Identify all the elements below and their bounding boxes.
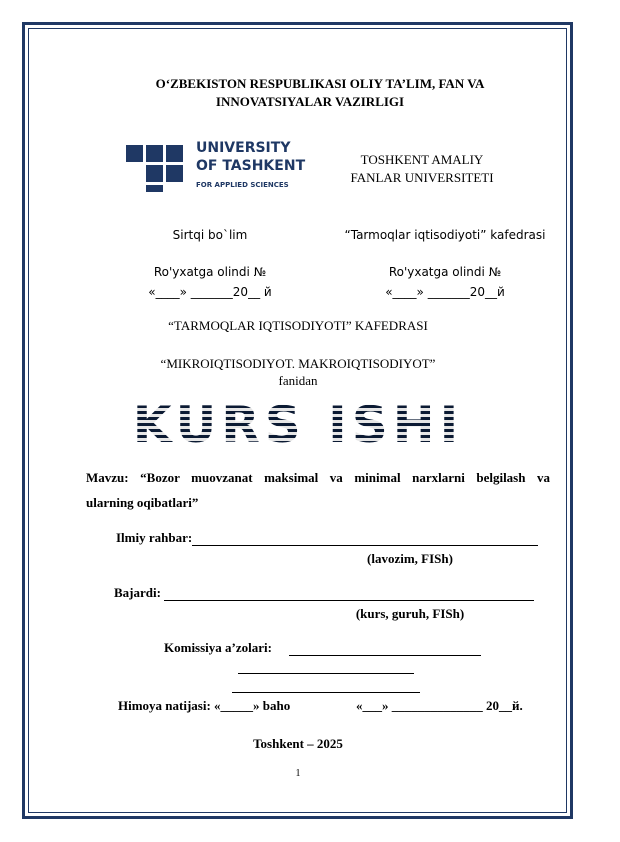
left-department: Sirtqi bo`lim	[172, 228, 248, 242]
university-line-2: FANLAR UNIVERSITETI	[350, 170, 494, 185]
performer-field[interactable]	[164, 588, 534, 601]
commission-line-2-wrap	[238, 661, 414, 674]
page-number: 1	[295, 768, 301, 779]
left-registered-label: Ro'yxatga olindi №	[153, 265, 267, 279]
defense-result: Himoya natijasi: «_____» baho	[118, 698, 291, 713]
kurs-ishi-banner: KURS ISHI	[0, 400, 596, 450]
topic-label: Mavzu:	[86, 470, 129, 485]
commission-field-3[interactable]	[232, 680, 420, 693]
kafedra-title: “TARMOQLAR IQTISODIYOTI” KAFEDRASI	[168, 318, 428, 333]
supervisor-row	[116, 530, 538, 546]
supervisor-field[interactable]	[192, 533, 538, 546]
commission-field-2[interactable]	[238, 661, 414, 674]
commission-field-1[interactable]	[289, 643, 481, 656]
supervisor-label: Ilmiy rahbar:	[116, 530, 193, 545]
topic-text-1: “Bozor muovzanat maksimal va minimal narxlarni belgilash va	[140, 470, 551, 485]
right-registered-date: «____» _______20__й	[385, 285, 505, 299]
left-registered-date: «____» _______20__ й	[148, 285, 272, 299]
topic-text-2: ularning oqibatlari”	[86, 495, 199, 510]
performer-hint: (kurs, guruh, FISh)	[355, 606, 465, 621]
university-logo	[126, 140, 306, 194]
ministry-line-1: O‘ZBEKISTON RESPUBLIKASI OLIY TA’LIM, FAN VA	[155, 76, 485, 91]
supervisor-hint: (lavozim, FISh)	[367, 551, 453, 566]
commission-label: Komissiya a’zolari:	[164, 640, 272, 655]
logo-text-3: FOR APPLIED SCIENCES	[196, 181, 289, 189]
topic-line-1	[86, 470, 550, 486]
defense-date: «___» ______________ 20__й.	[356, 698, 523, 713]
logo-text-1: UNIVERSITY	[196, 140, 291, 156]
commission-line-3-wrap	[232, 680, 420, 693]
university-line-1: TOSHKENT AMALIY	[360, 152, 484, 167]
logo-text-2: OF TASHKENT	[196, 158, 306, 174]
subject-suffix: fanidan	[278, 373, 318, 388]
right-registered-label: Ro'yxatga olindi №	[388, 265, 502, 279]
commission-row	[164, 640, 481, 656]
place-year: Toshkent – 2025	[253, 736, 343, 751]
right-department: “Tarmoqlar iqtisodiyoti” kafedrasi	[344, 228, 546, 242]
ministry-line-2: INNOVATSIYALAR VAZIRLIGI	[215, 94, 405, 109]
performer-label: Bajardi:	[114, 585, 161, 600]
performer-row	[114, 585, 534, 601]
subject-title: “MIKROIQTISODIYOT. MAKROIQTISODIYOT”	[160, 356, 436, 371]
